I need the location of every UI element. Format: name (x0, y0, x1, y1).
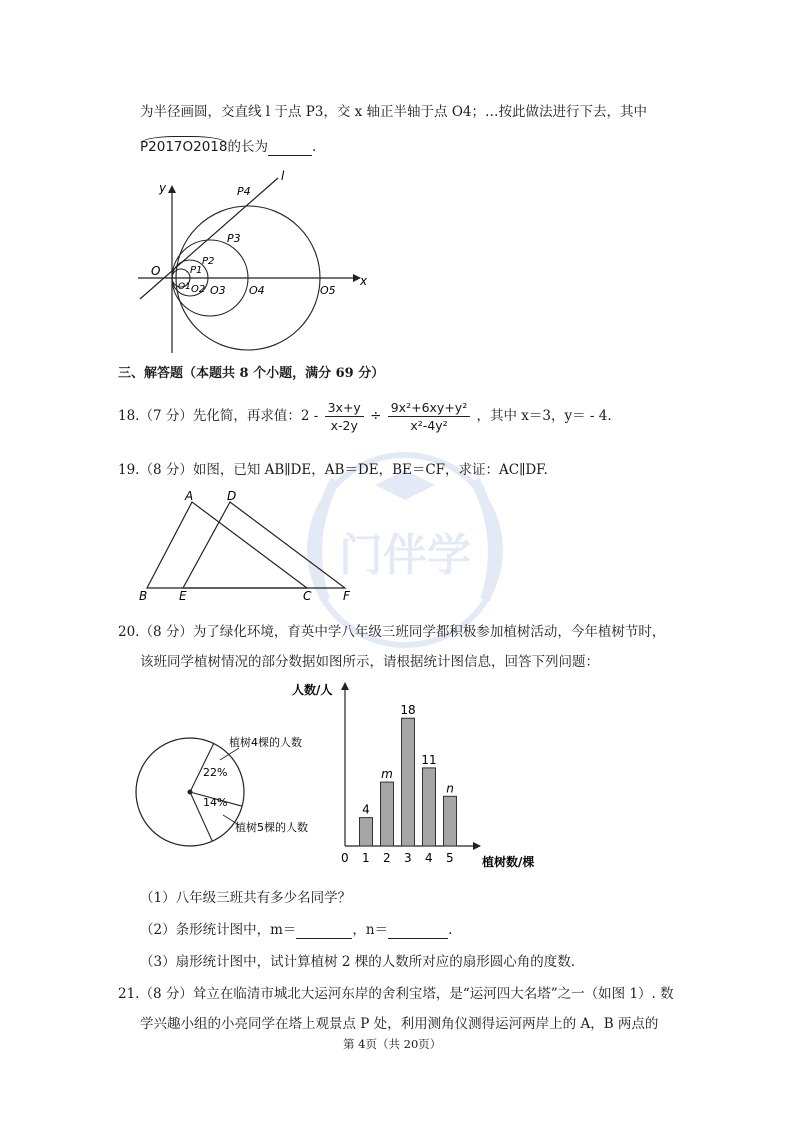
x-tick-0: 0 (341, 851, 349, 865)
line-l (140, 178, 278, 299)
x-tick-2: 2 (383, 851, 391, 865)
triangle-def (183, 502, 345, 588)
q20-sub3: （3）扇形统计图中，试计算植树 2 棵的人数所对应的扇形圆心角的度数. (140, 954, 576, 970)
bar-label-2: m (381, 767, 393, 782)
label-x: x (360, 274, 368, 288)
pie-slice-label-5: 植树5棵的人数 (235, 821, 308, 834)
q17-line1: 为半径画圆，交直线 l 于点 P3，交 x 轴正半轴于点 O4；…按此做法进行下去，其中 (140, 104, 648, 120)
label-f: F (343, 589, 350, 603)
q17-end: . (311, 139, 317, 155)
arc-tail: 的长为 (227, 139, 268, 155)
triangles-figure (135, 488, 365, 603)
q18-divide: ÷ (370, 408, 382, 424)
label-o5: O5 (320, 284, 336, 297)
bar-1 (360, 818, 373, 846)
label-a: A (185, 489, 194, 503)
triangle-abc (147, 502, 307, 588)
m-blank (296, 922, 352, 939)
watermark-text: 门伴学 (339, 530, 471, 581)
x-tick-1: 1 (362, 851, 370, 865)
label-p4: P4 (237, 185, 251, 198)
section-heading: 三、解答题（本题共 8 个小题，满分 69 分） (118, 366, 385, 381)
label-e: E (179, 589, 187, 603)
x-tick-3: 3 (404, 851, 412, 865)
bar-2 (381, 782, 394, 846)
frac1-denominator: x-2y (330, 418, 358, 433)
q20-line1: 20.（8 分）为了绿化环境，育英中学八年级三班同学都积极参加植树活动，今年植树节时， (118, 624, 666, 640)
n-blank (388, 922, 448, 939)
pie-center (188, 790, 193, 795)
x-tick-5: 5 (446, 851, 454, 865)
frac2-numerator: 9x²+6xy+y² (388, 400, 470, 417)
answer-blank (268, 139, 312, 156)
q20-sub2 (140, 922, 452, 939)
q18-fraction-2 (388, 400, 470, 433)
q18-fraction-1 (325, 400, 364, 433)
label-p1: P1 (190, 265, 203, 276)
label-d: D (227, 489, 237, 503)
bar-label-5: n (446, 781, 454, 796)
q18-prefix: 18.（7 分）先化简，再求值：2 - (118, 408, 319, 424)
q20-line2: 该班同学植树情况的部分数据如图所示，请根据统计图信息，回答下列问题： (140, 654, 599, 670)
pie-slice-label-4: 植树4棵的人数 (229, 736, 302, 749)
label-b: B (139, 589, 148, 603)
bar-5 (444, 796, 457, 846)
sub2-end: . (448, 922, 453, 938)
label-o4: O4 (249, 284, 265, 297)
q20-sub1: （1）八年级三班共有多少名同学？ (140, 890, 352, 906)
arc-label: P2017O2018 (140, 136, 227, 155)
frac1-numerator: 3x+y (325, 400, 364, 417)
label-o: O (151, 264, 161, 278)
label-p2: P2 (202, 256, 215, 267)
bar-ylabel: 人数/人 (292, 683, 333, 697)
circles-figure (138, 168, 368, 358)
sub2-n-label: ，n＝ (352, 922, 389, 938)
label-p3: P3 (227, 232, 241, 245)
label-o2: O2 (191, 284, 206, 295)
q21-line1: 21.（8 分）耸立在临清市城北大运河东岸的舍利宝塔，是“运河四大名塔”之一（如图 1）. 数 (118, 986, 674, 1002)
bar-chart (290, 678, 570, 873)
label-l: l (281, 169, 285, 183)
label-y: y (159, 181, 167, 195)
sub2-m-label: （2）条形统计图中，m＝ (140, 922, 297, 938)
page-footer: 第 4页（共 20页） (343, 1037, 442, 1051)
q19-text: 19.（8 分）如图，已知 AB∥DE，AB＝DE，BE＝CF，求证：AC∥DF. (118, 462, 548, 478)
label-o1: O1 (178, 282, 191, 292)
bar-4 (423, 768, 436, 846)
x-tick-4: 4 (425, 851, 433, 865)
q17-arc-answer-line (140, 136, 316, 156)
bar-label-1: 4 (362, 802, 370, 817)
pie-label-14: 14% (203, 796, 228, 809)
pie-label-22: 22% (203, 766, 228, 779)
label-o3: O3 (210, 284, 226, 297)
bar-label-3: 18 (400, 703, 416, 718)
frac2-denominator: x²-4y² (410, 418, 448, 433)
bar-3 (402, 718, 415, 846)
q18 (118, 400, 612, 433)
q21-line2: 学兴趣小组的小亮同学在塔上观景点 P 处，利用测角仪测得运河两岸上的 A，B 两点的 (140, 1016, 659, 1032)
q18-suffix: ，其中 x＝3，y＝ - 4. (476, 408, 612, 424)
bar-label-4: 11 (421, 752, 437, 767)
label-c: C (303, 589, 312, 603)
bar-xlabel: 植树数/棵 (482, 855, 535, 869)
